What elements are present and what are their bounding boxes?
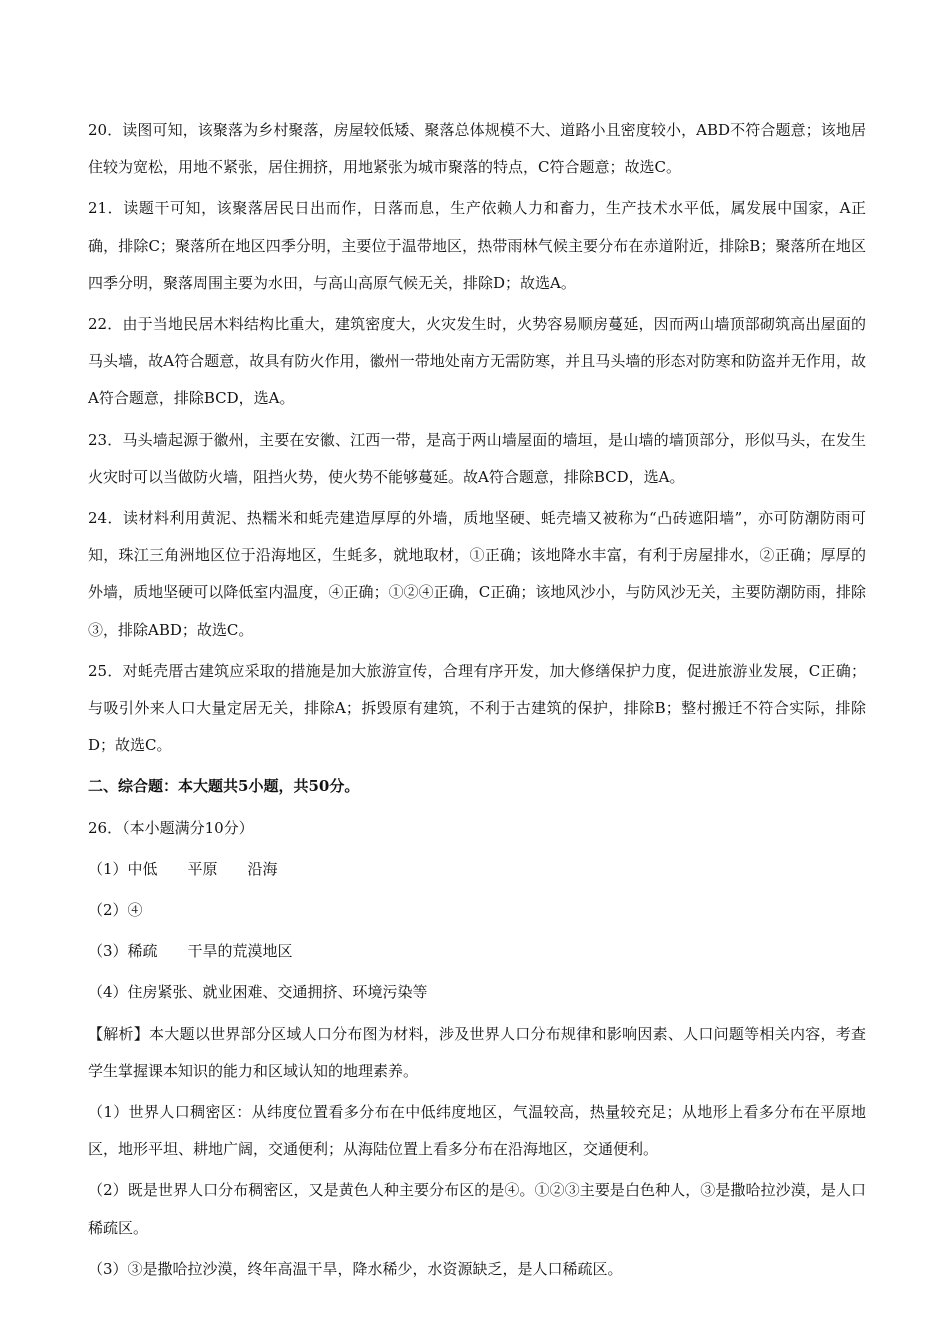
answer-24: 24．读材料利用黄泥、热糯米和蚝壳建造厚厚的外墙，质地坚硬、蚝壳墙又被称为“凸砖遮阳墙”，亦可防潮防雨可知，珠江三角洲地区位于沿海地区，生蚝多，就地取材，①正确；该地降水丰富，有利于房屋排水，②正确；厚厚的外墙，质地坚硬可以降低室内温度，④正确；①②④正确，C正确；该地风沙小，与防风沙无关，主要防潮防雨，排除③，排除ABD；故选C。 [88, 509, 866, 639]
answer-26-2: （2）④ [88, 901, 143, 920]
explanation-3: （3）③是撒哈拉沙漠，终年高温干旱，降水稀少，水资源缺乏，是人口稀疏区。 [88, 1259, 623, 1278]
answer-26-1: （1）中低 平原 沿海 [88, 859, 278, 878]
answer-26-4: （4）住房紧张、就业困难、交通拥挤、环境污染等 [88, 983, 428, 1002]
answer-22: 22．由于当地民居木料结构比重大，建筑密度大，火灾发生时，火势容易顺房蔓延，因而两山墙顶部砌筑高出屋面的马头墙，故A符合题意，故具有防火作用，徽州一带地处南方无需防寒，并且马头墙的形态对防寒和防盗并无作用，故A符合题意，排除BCD，选A。 [88, 315, 866, 408]
document-page [88, 112, 866, 1292]
answer-21: 21．读题干可知，该聚落居民日出而作，日落而息，生产依赖人力和畜力，生产技术水平低，属发展中国家，A正确，排除C；聚落所在地区四季分明，主要位于温带地区，热带雨林气候主要分布在赤道附近，排除B；聚落所在地区四季分明，聚落周围主要为水田，与高山高原气候无关，排除D；故选A。 [88, 199, 866, 292]
explanation-1: （1）世界人口稠密区：从纬度位置看多分布在中低纬度地区，气温较高，热量较充足；从地形上看多分布在平原地区，地形平坦、耕地广阔，交通便利；从海陆位置上看多分布在沿海地区，交通便利。 [88, 1103, 866, 1159]
answer-23: 23．马头墙起源于徽州，主要在安徽、江西一带，是高于两山墙屋面的墙垣，是山墙的墙顶部分，形似马头，在发生火灾时可以当做防火墙，阻挡火势，使火势不能够蔓延。故A符合题意，排除BCD，选A。 [88, 430, 866, 486]
section-heading: 二、综合题：本大题共5小题，共50分。 [88, 777, 360, 796]
analysis-intro: 【解析】本大题以世界部分区域人口分布图为材料，涉及世界人口分布规律和影响因素、人口问题等相关内容，考查学生掌握课本知识的能力和区域认知的地理素养。 [88, 1024, 866, 1080]
question-26-title: 26．（本小题满分10分） [88, 818, 254, 837]
answer-26-3: （3）稀疏 干旱的荒漠地区 [88, 942, 293, 961]
answer-20: 20．读图可知，该聚落为乡村聚落，房屋较低矮、聚落总体规模不大、道路小且密度较小，ABD不符合题意；该地居住较为宽松，用地不紧张，居住拥挤，用地紧张为城市聚落的特点，C符合题意；故选C。 [88, 121, 866, 177]
answer-25: 25．对蚝壳厝古建筑应采取的措施是加大旅游宣传，合理有序开发，加大修缮保护力度，促进旅游业发展，C正确；与吸引外来人口大量定居无关，排除A；拆毁原有建筑，不利于古建筑的保护，排除B；整村搬迁不符合实际，排除D；故选C。 [88, 661, 866, 755]
explanation-2: （2）既是世界人口分布稠密区，又是黄色人种主要分布区的是④。①②③主要是白色种人，③是撒哈拉沙漠，是人口稀疏区。 [88, 1181, 866, 1237]
